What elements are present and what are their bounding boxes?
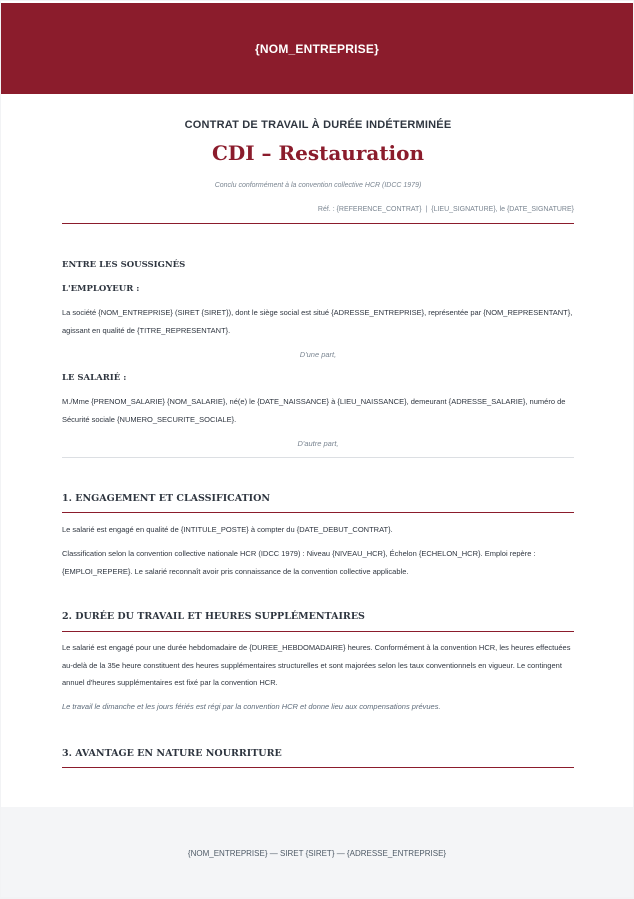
document-type: CONTRAT DE TRAVAIL À DURÉE INDÉTERMINÉE xyxy=(184,119,452,131)
employee-paragraph: M./Mme {PRENOM_SALARIE} {NOM_SALARIE}, né(e) le {DATE_NAISSANCE} à {LIEU_NAISSANCE}, demeurant {ADRESSE_SALARIE}, numéro de Sécurité sociale {NUMERO_SECURITE_SOCIALE}. xyxy=(62,397,566,424)
section-2-heading: 2. DURÉE DU TRAVAIL ET HEURES SUPPLÉMENTAIRES xyxy=(62,611,365,622)
document-title: CDI – Restauration xyxy=(211,141,425,165)
contract-page xyxy=(1,1,633,897)
document-subtitle: Conclu conformément à la convention collective HCR (IDCC 1979) xyxy=(214,182,422,189)
section-1-heading: 1. ENGAGEMENT ET CLASSIFICATION xyxy=(62,493,271,504)
section-3-heading: 3. AVANTAGE EN NATURE NOURRITURE xyxy=(62,748,282,759)
header-band xyxy=(1,3,633,94)
section-3-divider xyxy=(62,767,574,768)
section-1-paragraph-2: Classification selon la convention collective nationale HCR (IDCC 1979) : Niveau {NIVEAU_HCR}, Échelon {ECHELON_HCR}. Emploi repère : {EMPLOI_REPERE}. Le salarié reconnaît avoir pris connaissance de la convention collective applicable. xyxy=(62,549,536,576)
employee-label: LE SALARIÉ : xyxy=(62,373,127,383)
section-2-divider xyxy=(62,631,574,632)
section-1-paragraph-1: Le salarié est engagé en qualité de {INTITULE_POSTE} à compter du {DATE_DEBUT_CONTRAT}. xyxy=(62,525,393,534)
footer-text: {NOM_ENTREPRISE} — SIRET {SIRET} — {ADRESSE_ENTREPRISE} xyxy=(187,849,447,858)
section-2-paragraph-2: Le travail le dimanche et les jours fériés est régi par la convention HCR et donne lieu aux compensations prévues. xyxy=(62,702,441,711)
employer-label: L'EMPLOYEUR : xyxy=(62,284,140,294)
header-company-name: {NOM_ENTREPRISE} xyxy=(255,41,379,56)
footer-band xyxy=(1,807,633,897)
employee-part-note: D'autre part, xyxy=(297,439,339,448)
document-reference: Réf. : {REFERENCE_CONTRAT} | {LIEU_SIGNATURE}, le {DATE_SIGNATURE} xyxy=(317,206,574,213)
title-divider xyxy=(62,223,574,224)
employer-part-note: D'une part, xyxy=(299,350,337,359)
employer-paragraph: La société {NOM_ENTREPRISE} (SIRET {SIRET}), dont le siège social est situé {ADRESSE_ENTREPRISE}, représentée par {NOM_REPRESENTANT}, agissant en qualité de {TITRE_REPRESENTANT}. xyxy=(62,308,573,335)
parties-divider xyxy=(62,457,574,458)
section-1-divider xyxy=(62,512,574,513)
section-2-paragraph-1: Le salarié est engagé pour une durée hebdomadaire de {DUREE_HEBDOMADAIRE} heures. Conformément à la convention HCR, les heures effectuées au-delà de la 35e heure constituent des heures supplémentaires structurelles et sont majorées selon les taux conventionnels en vigueur. Le contingent annuel d'heures supplémentaires est fixé par la convention HCR. xyxy=(62,643,571,687)
parties-heading: ENTRE LES SOUSSIGNÉS xyxy=(62,260,186,270)
